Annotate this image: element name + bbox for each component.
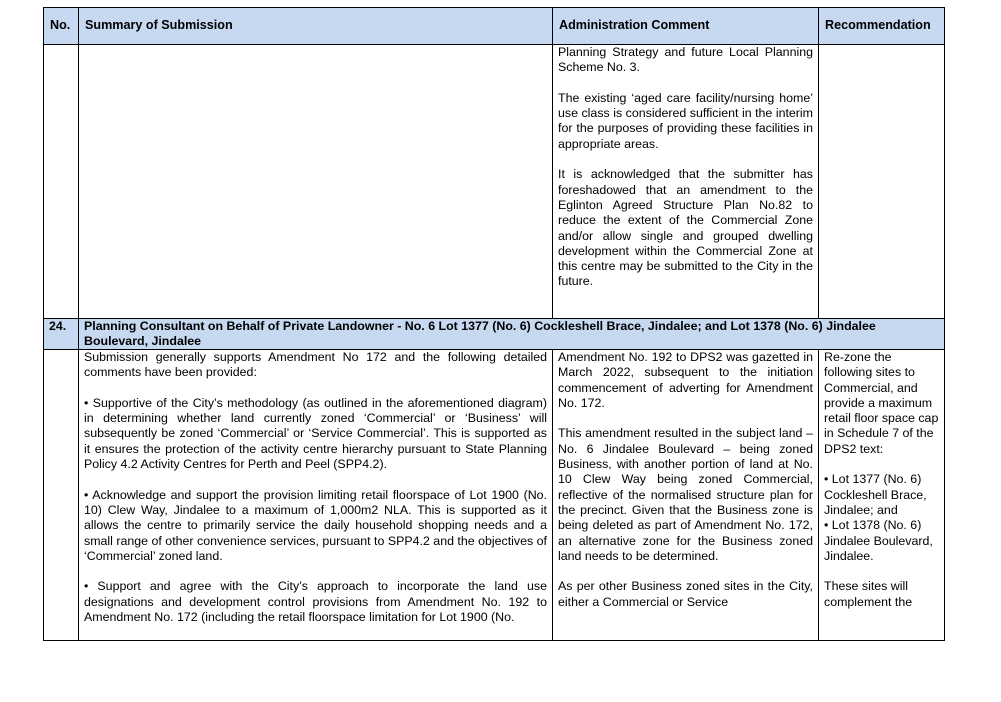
recommendation-paragraph: Re-zone the following sites to Commercial, and provide a maximum retail floor space cap in Schedule 7 of the DPS2 text: (824, 350, 939, 456)
admin-paragraph: The existing ‘aged care facility/nursing home’ use class is considered sufficient in the interim for the purposes of providing these facilities in appropriate areas. (558, 90, 813, 151)
table-header-row (44, 8, 945, 45)
summary-paragraph: • Supportive of the City’s methodology (as outlined in the aforementioned diagram) in determining whether land currently zoned ‘Commercial’ or ‘Business’ will subsequently be zoned ‘Commercial’ or ‘Service Commercial’. This is supported as it ensures the protection of the activity centre hierarchy pursuant to State Planning Policy 4.2 Activity Centres for Perth and Peel (SPP4.2). (84, 395, 547, 472)
admin-paragraph: This amendment resulted in the subject land – No. 6 Jindalee Boulevard – being zoned Business, with another portion of land at No. 10 Clew Way being zoned Commercial, reflective of the normalised structure plan for the precinct. Given that the Business zone is being deleted as part of Amendment No. 172, an alternative zone for the Business zoned land needs to be determined. (558, 426, 813, 563)
cell-admin-comment (553, 350, 819, 641)
recommendation-paragraph: • Lot 1377 (No. 6) Cockleshell Brace, Jindalee; and • Lot 1378 (No. 6) Jindalee Boulevard, Jindalee. (824, 472, 933, 563)
recommendation-paragraph: These sites will complement the (824, 579, 913, 609)
header-admin-comment: Administration Comment (553, 8, 819, 45)
admin-paragraph: It is acknowledged that the submitter has foreshadowed that an amendment to the Eglinton Agreed Structure Plan No.82 to reduce the extent of the Commercial Zone and/or allow single and grouped dwelling development within the Commercial Zone at this centre may be submitted to the City in the future. (558, 167, 813, 289)
admin-paragraph: Planning Strategy and future Local Planning Scheme No. 3. (558, 45, 813, 75)
section-title: Planning Consultant on Behalf of Private Landowner - No. 6 Lot 1377 (No. 6) Cockleshell Brace, Jindalee; and Lot 1378 (No. 6) Jindalee Boulevard, Jindalee (79, 319, 945, 350)
summary-paragraph: • Acknowledge and support the provision limiting retail floorspace of Lot 1900 (No. 10) Clew Way, Jindalee to a maximum of 1,000m2 NLA. This is supported as it allows the centre to primarily service the daily household shopping needs and a small range of other convenience services, pursuant to SPP4.2 and the objectives of ‘Commercial’ zoned land. (84, 487, 547, 563)
admin-paragraph: Amendment No. 192 to DPS2 was gazetted in March 2022, subsequent to the initiation commencement of adverting for Amendment No. 172. (558, 350, 813, 410)
header-summary: Summary of Submission (79, 8, 553, 45)
cell-no (44, 350, 79, 641)
section-header-row (44, 319, 945, 350)
cell-recommendation (819, 45, 945, 319)
cell-recommendation (819, 350, 945, 641)
section-number: 24. (44, 319, 79, 350)
cell-summary (79, 45, 553, 319)
header-no: No. (44, 8, 79, 45)
submissions-table (43, 7, 945, 641)
cell-summary (79, 350, 553, 641)
cell-admin-comment (553, 45, 819, 319)
table-row (44, 350, 945, 641)
summary-paragraph: • Support and agree with the City’s approach to incorporate the land use designations and development control provisions from Amendment No. 192 to Amendment No. 172 (including the retail floorspace limitation for Lot 1900 (No. (84, 579, 547, 625)
header-recommendation: Recommendation (819, 8, 945, 45)
cell-no (44, 45, 79, 319)
admin-paragraph: As per other Business zoned sites in the City, either a Commercial or Service (558, 579, 813, 609)
summary-paragraph: Submission generally supports Amendment No 172 and the following detailed comments have been provided: (84, 350, 547, 380)
table-row (44, 45, 945, 319)
